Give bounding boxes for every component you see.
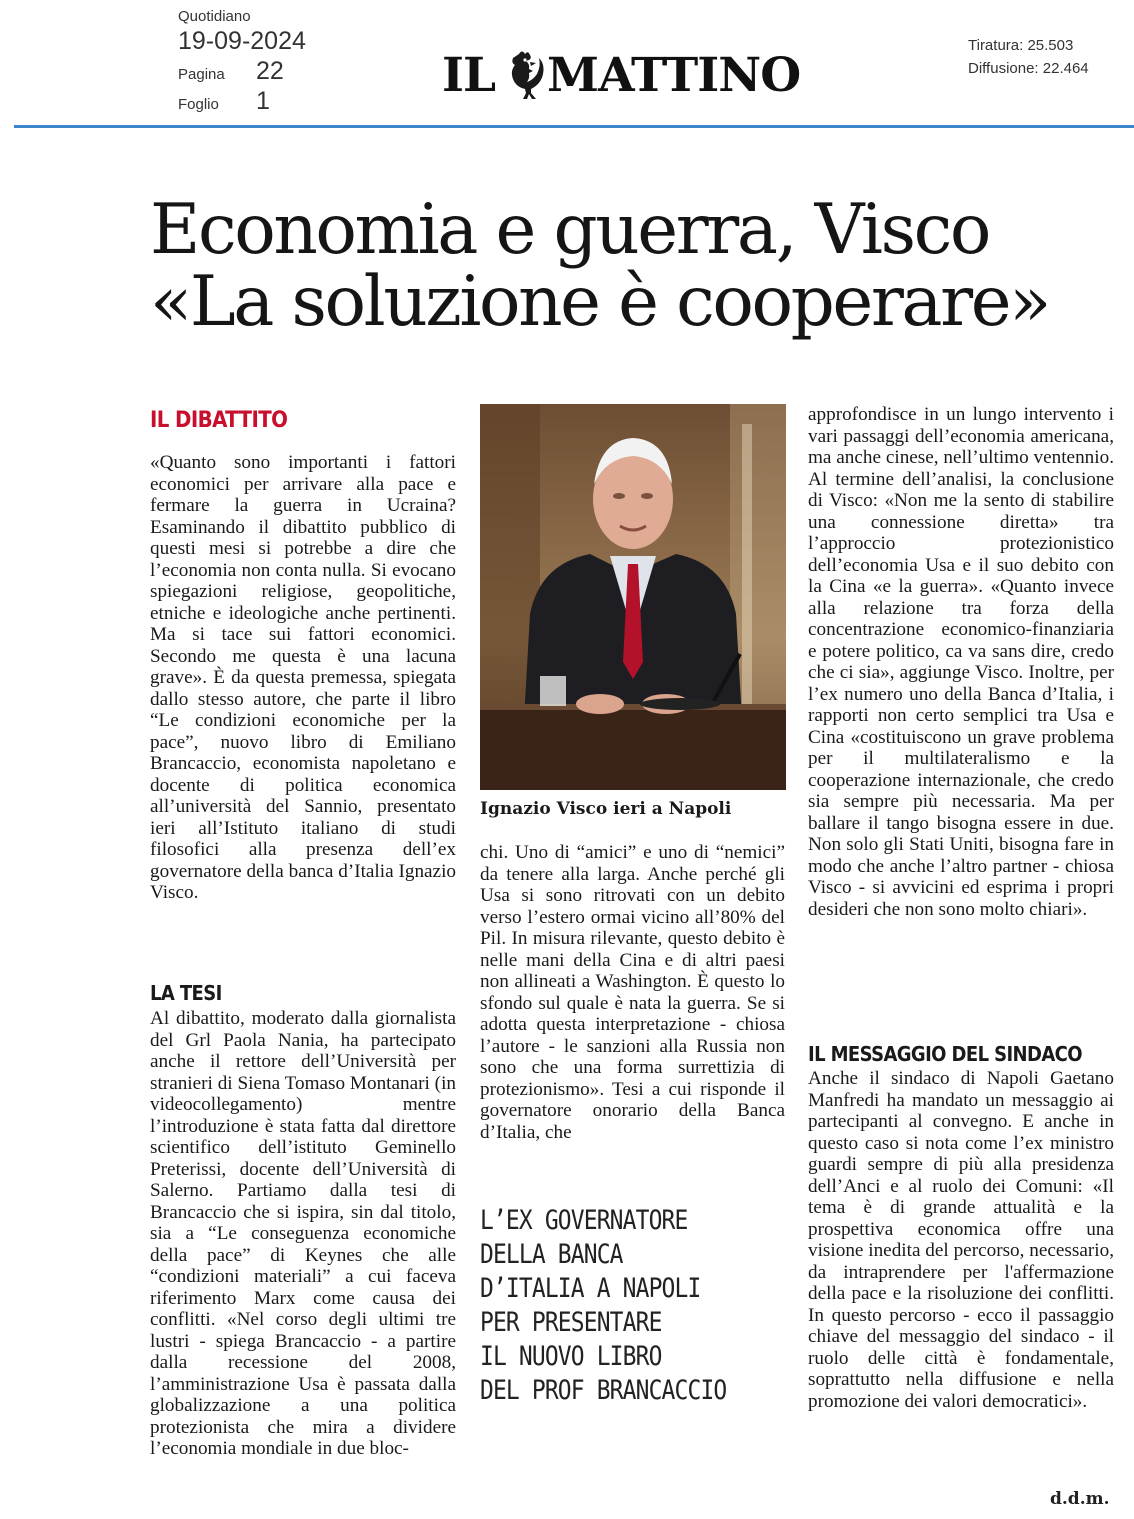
author-signature: d.d.m.	[1050, 1489, 1110, 1509]
portrait-illustration	[480, 404, 786, 790]
sheet-label: Foglio	[178, 96, 219, 113]
article-column-1: «Quanto sono importanti i fattori economici per arrivare alla pace e fermare la guerra in Ucraina? Esaminando il dibattito pubblico di questi mesi si potrebbe a dire che l’economia non conta nulla. Si evocano spiegazioni religiose, geopolitiche, etniche e ideologiche anche pertinenti. Ma si tace sui fattori economici. Secondo me questa è una lacuna grave». È da questa premessa, spiegata dallo stesso autore, che parte il libro “Le condizioni economiche per la pace”, nuovo libro di Emiliano Brancaccio, economista napoletano e docente di politica economica all’università del Sannio, presentato ieri all’Istituto italiano di studi filosofici alla presenza dell’ex governatore della banca d’Italia Ignazio Visco.	[150, 452, 456, 903]
photo-caption: Ignazio Visco ieri a Napoli	[480, 799, 732, 819]
circulation-info	[968, 34, 1089, 80]
pull-quote-line: DEL PROF BRANCACCIO	[480, 1375, 727, 1406]
pull-quote-line: D’ITALIA A NAPOLI	[480, 1273, 701, 1304]
subhead-la-tesi: LA TESI	[150, 981, 222, 1005]
publication-date: 19-09-2024	[178, 27, 306, 55]
newspaper-masthead	[442, 48, 826, 104]
page-number: 22	[256, 57, 284, 85]
sheet-row	[178, 87, 306, 115]
headline-line-1: Economia e guerra, Visco	[150, 190, 989, 270]
pull-quote-line: PER PRESENTARE	[480, 1307, 662, 1338]
article-column-2: chi. Uno di “amici” e uno di “nemici” da tenere alla larga. Anche perché gli Usa si sono ritrovati con un debito verso l’estero ormai vicino all’80% del Pil. In misura rilevante, questo debito è nelle mani della Cina e di altri paesi non allineati a Washington. È questo lo sfondo sul quale è nata la guerra. Se si adotta questa interpretazione - chiosa l’autore - le sanzioni alla Russia non sono che una forma surrettizia di protezionismo». Tesi a cui risponde il governatore onorario della Banca d’Italia, che	[480, 842, 785, 1143]
distribution: Diffusione: 22.464	[968, 60, 1089, 77]
article-column-3: approfondisce in un lungo intervento i vari passaggi dell’economia americana, ma anche cinese, nell’ultimo ventennio. Al termine dell’analisi, la conclusione di Visco: «Non me la sento di stabilire una connessione diretta» tra l’approccio protezionistico dell’economia Usa e il suo debito con la Cina «e la guerra». «Quanto invece alla relazione tra forza della concentrazione economico-finanziaria e potere politico, ca va sans dire, credo che ci sia», aggiunge Visco. Inoltre, per l’ex numero uno della Banca d’Italia, i rapporti non certo semplici tra Usa e Cina «costituiscono un grave problema per il multilateralismo e la cooperazione internazionale, che credo sia sempre più necessaria. Ma per ballare il tango bisogna essere in due. Non solo gli Stati Uniti, bisogna fare in modo che anche l’altro partner - chiosa Visco - si avvicini ed esprima i propri desideri che non sono molto chiari».	[808, 404, 1114, 920]
subhead-messaggio-sindaco: IL MESSAGGIO DEL SINDACO	[808, 1042, 1082, 1066]
article-photo	[480, 404, 786, 790]
clipping-info	[178, 8, 306, 115]
page-label: Pagina	[178, 66, 225, 83]
pull-quote	[480, 1204, 780, 1408]
pull-quote-line: DELLA BANCA	[480, 1239, 623, 1270]
masthead-right: MATTINO	[547, 48, 801, 103]
print-run: Tiratura: 25.503	[968, 37, 1074, 54]
article-column-1-continued: Al dibattito, moderato dalla giornalista del Grl Paola Nania, ha partecipato anche il rettore dell’Università per stranieri di Siena Tomaso Montanari (in videocollegamento) mentre l’introduzione è stata fatta dal direttore scientifico dell’istituto Geminello Preterissi, docente dell’Università di Salerno. Partiamo dalla tesi di Brancaccio che si ispira, sin dal titolo, sia a “Le conseguenza economiche della pace” di Keynes che alle “condizioni materiali” a cui faceva riferimento Marx come causa dei conflitti. «Nel corso degli ultimi tre lustri - spiega Brancaccio - a partire dalla recessione del 2008, l’amministrazione Usa è passata dalla globalizzazione a una politica protezionista che mira a dividere l’economia mondiale in due bloc-	[150, 1008, 456, 1459]
page-row	[178, 57, 306, 85]
rooster-icon	[497, 48, 545, 104]
section-kicker: IL DIBATTITO	[150, 408, 288, 433]
sheet-number: 1	[256, 87, 270, 115]
article-headline	[150, 190, 1110, 342]
article-column-3-continued: Anche il sindaco di Napoli Gaetano Manfredi ha mandato un messaggio ai partecipanti al convegno. E anche in questo caso si nota come l’ex ministro guardi sempre di più alla presidenza dell’Anci e al ruolo dei Comuni: «Il tema è di grande attualità e la prospettiva economica offre una visione inedita del percorso, necessario, da intraprendere per l'affermazione della pace e la risoluzione dei conflitti. In questo percorso - ecco il passaggio chiave del messaggio del sindaco - il ruolo delle città è fondamentale, soprattutto nella diffusione e nella promozione dei valori democratici».	[808, 1068, 1114, 1412]
pull-quote-line: L’EX GOVERNATORE	[480, 1205, 688, 1236]
pull-quote-line: IL NUOVO LIBRO	[480, 1341, 662, 1372]
header-rule	[14, 125, 1134, 128]
masthead-left: IL	[442, 48, 496, 103]
publication-type: Quotidiano	[178, 8, 251, 25]
headline-line-2: «La soluzione è cooperare»	[150, 262, 1049, 342]
